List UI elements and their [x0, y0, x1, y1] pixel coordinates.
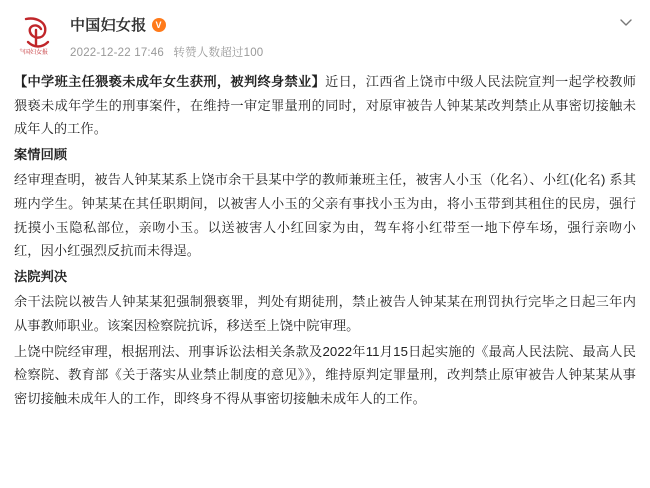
account-block	[70, 12, 636, 60]
paragraph-case-review: 经审理查明，被告人钟某某系上饶市余干县某中学的教师兼班主任，被害人小玉（化名）、小红(化名) 系其班内学生。钟某某在其任职期间，以被害人小玉的父亲有事找小玉为由，将小玉带到其租住的民房，强行抚摸小玉隐私部位，亲吻小玉。以送被害人小红回家为由，驾车将小红带至一地下停车场，强行亲吻小红，因小红强烈反抗而未得逞。	[14, 172, 636, 259]
lead-text: 近日，江西省上饶市中级人民法院宣判一起学校教师猥亵未成年学生的刑事案件，在维持一审定罪量刑的同时，对原审被告人钟某某改判禁止从事密切接触未成年人的工作。	[14, 74, 636, 137]
svg-text:中国妇女报: 中国妇女报	[18, 50, 49, 56]
section-heading-case-review: 案情回顾	[14, 146, 68, 162]
chevron-down-icon[interactable]	[618, 14, 634, 30]
lead-highlight: 【中学班主任猥亵未成年女生获刑，被判终身禁业】	[14, 74, 326, 89]
account-line	[70, 14, 636, 35]
post-content	[0, 60, 650, 410]
account-name[interactable]: 中国妇女报	[70, 17, 147, 34]
post-header	[0, 0, 650, 60]
verified-badge-icon: V	[152, 18, 166, 32]
paragraph-lead	[14, 70, 636, 141]
post-timestamp: 2022-12-22 17:46	[70, 47, 164, 59]
paragraph-verdict-1: 余干法院以被告人钟某某犯强制猥亵罪，判处有期徒刑，禁止被告人钟某某在刑罚执行完毕之日起三年内从事教师职业。该案因检察院抗诉，移送至上饶中院审理。	[14, 294, 636, 333]
post-stats: 转赞人数超过100	[173, 47, 264, 59]
section-heading-verdict: 法院判决	[14, 268, 68, 284]
paragraph-verdict-2: 上饶中院经审理，根据刑法、刑事诉讼法相关条款及2022年11月15日起实施的《最高人民法院、最高人民检察院、教育部《关于落实从业禁止制度的意见》》，维持原判定罪量刑，改判禁止原审被告人钟某某从事密切接触未成年人的工作，即终身不得从事密切接触未成年人的工作。	[14, 343, 636, 406]
post-meta	[70, 44, 636, 60]
avatar[interactable]	[14, 12, 60, 58]
